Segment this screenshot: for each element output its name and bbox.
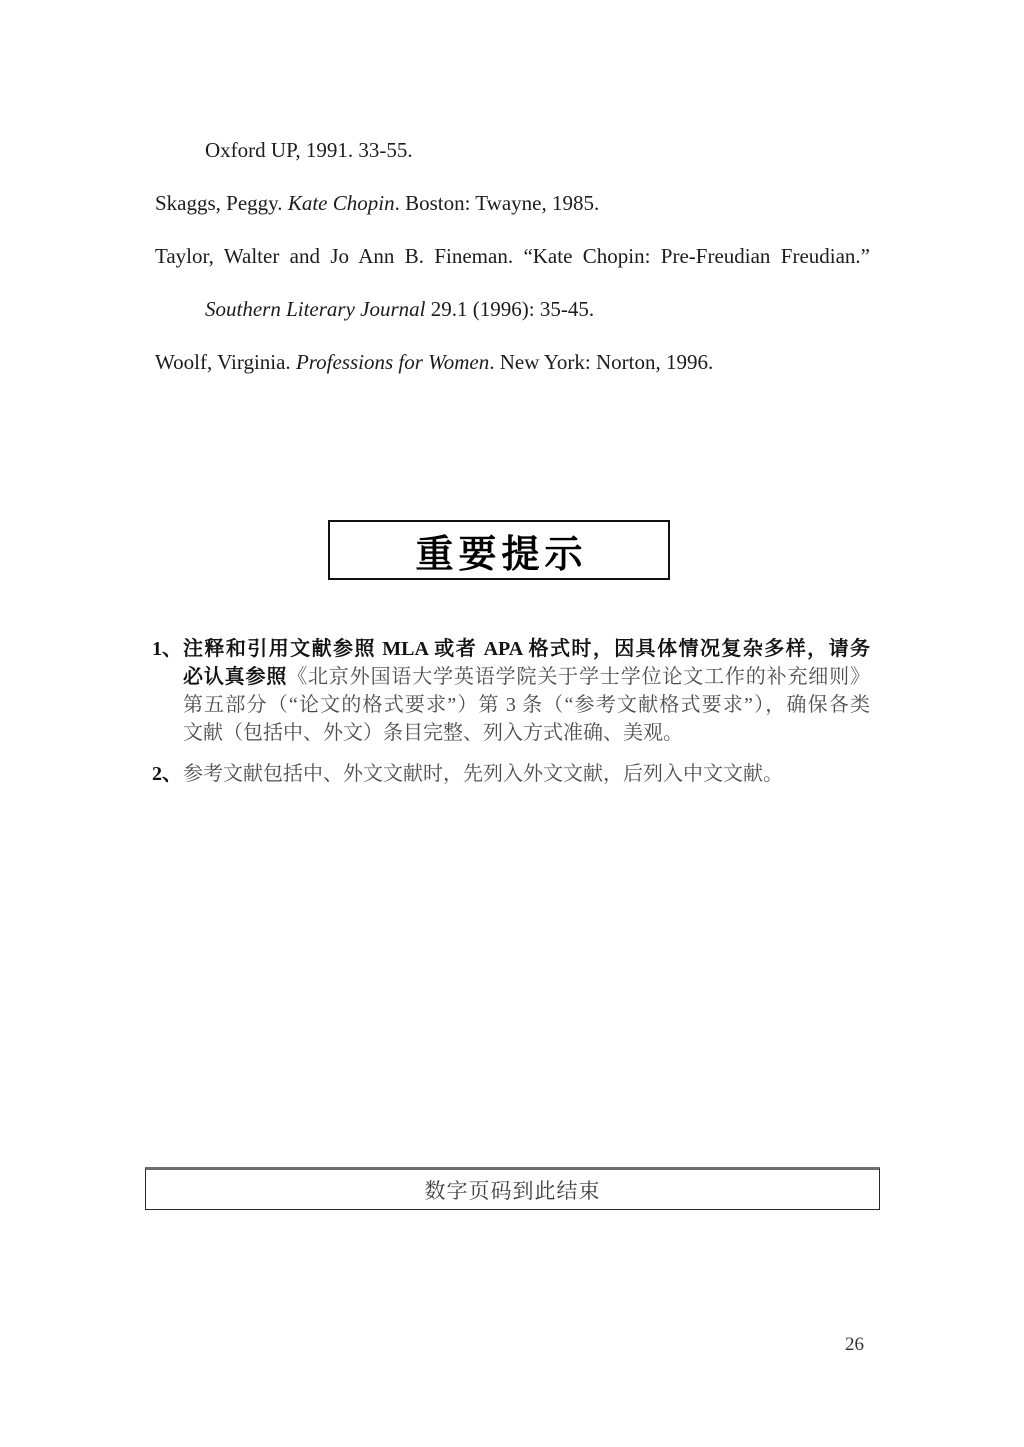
note-line [183,691,870,719]
note-line [183,719,870,747]
citation-line [155,177,870,230]
text-run: . New York: Norton, 1996. [489,350,714,374]
important-notice-title: 重要提示 [415,533,588,576]
important-notice-box [328,520,670,580]
text-run: Professions for Women [295,350,490,374]
text-run: 注释和引用文献参照 MLA 或者 APA 格式时，因具体情况复杂多样，请务 [183,638,870,660]
text-run: Oxford UP, 1991. 33-55. [205,138,413,162]
note-line [183,663,870,691]
citation-line [155,283,870,336]
text-run: 第五部分（“论文的格式要求”）第 3 条（“参考文献格式要求”），确保各类 [183,694,870,716]
note-number: 2、 [152,763,182,785]
citation-line [155,336,870,389]
text-run: Woolf, Virginia. [155,350,296,374]
works-cited-list [155,124,870,389]
text-run: 《北京外国语大学英语学院关于学士学位论文工作的补充细则》 [287,666,870,688]
text-run: Skaggs, Peggy. [155,191,288,215]
citation-line [155,124,870,177]
text-run: 必认真参照 [183,666,288,688]
page-number: 26 [845,1334,864,1355]
note-item [152,760,870,788]
text-run: Taylor, Walter and Jo Ann B. Fineman. “Kate Chopin: Pre-Freudian Freudian.” [155,244,870,268]
text-run: Kate Chopin [287,191,395,215]
note-item [152,635,870,747]
text-run: 文献（包括中、外文）条目完整、列入方式准确、美观。 [183,722,683,744]
page-number-end-box [145,1167,880,1210]
note-number: 1、 [152,638,182,660]
citation-line [155,230,870,283]
page-number-end-text: 数字页码到此结束 [424,1178,601,1203]
note-line [183,635,870,663]
text-run: 参考文献包括中、外文文献时，先列入外文文献，后列入中文文献。 [183,763,783,785]
text-run: Southern Literary Journal [205,297,426,321]
text-run: . Boston: Twayne, 1985. [394,191,600,215]
notes-list [152,635,870,801]
note-line [183,760,870,788]
text-run: 29.1 (1996): 35-45. [425,297,595,321]
